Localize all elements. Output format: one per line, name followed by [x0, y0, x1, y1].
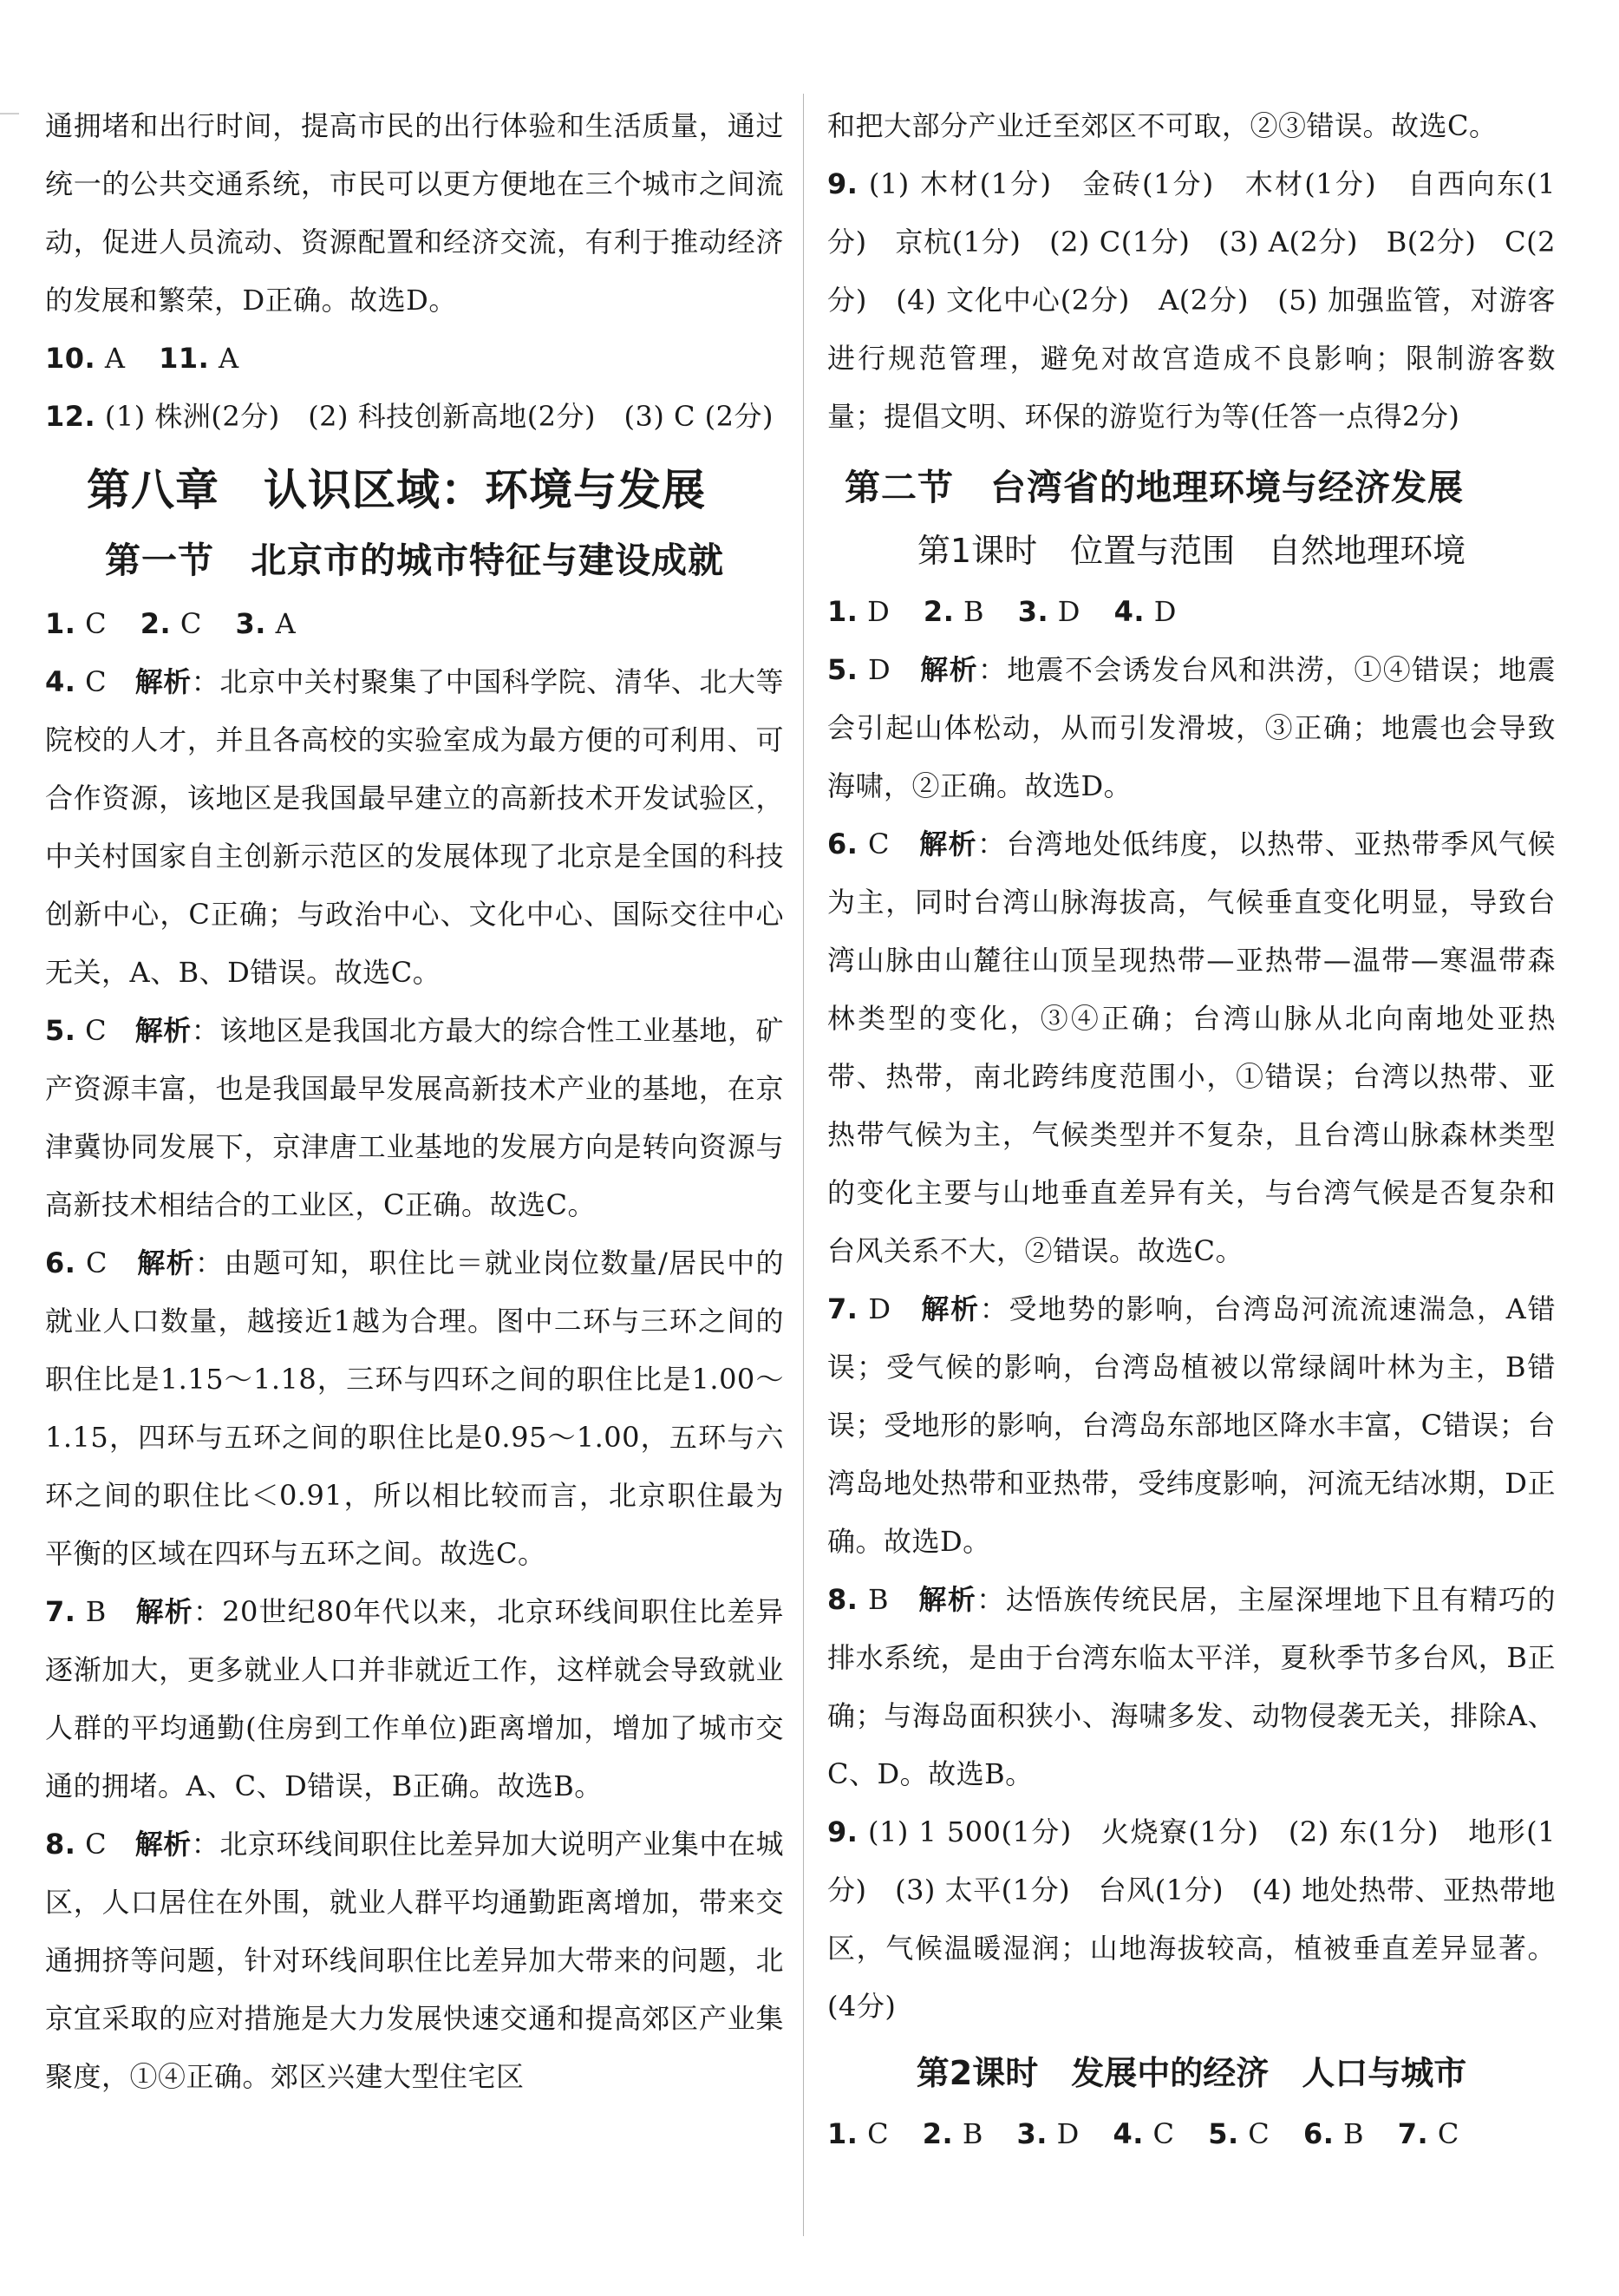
question-number: 3.	[1016, 2117, 1048, 2150]
question-number: 1.	[827, 595, 858, 628]
question-number: 6.	[45, 1246, 76, 1279]
question-number: 7.	[45, 1595, 76, 1628]
answer-5	[45, 1002, 784, 1234]
answer: C	[867, 827, 890, 860]
answer: B	[1343, 2117, 1365, 2150]
answer-12	[45, 388, 784, 446]
analysis-text: ：台湾地处低纬度，以热带、亚热带季风气候为主，同时台湾山脉海拔高，气候垂直变化明显，导致台湾山脉由山麓往山顶呈现热带—亚热带—温带—寒温带森林类型的变化，③④正确；台湾山脉从北向南地处亚热带、热带，南北跨纬度范围小，①错误；台湾以热带、亚热带气候为主，气候类型并不复杂，且台湾山脉森林类型的变化主要与山地垂直差异有关，与台湾气候是否复杂和台风关系不大，②错误。故选C。	[827, 827, 1556, 1267]
answer: A	[275, 607, 297, 640]
question-number: 2.	[140, 607, 172, 640]
answer: D	[1153, 595, 1177, 628]
analysis-text: ：北京中关村聚集了中国科学院、清华、北大等院校的人才，并且各高校的实验室成为最方便的可利用、可合作资源，该地区是我国最早建立的高新技术开发试验区，中关村国家自主创新示范区的发展体现了北京是全国的科技创新中心，C正确；与政治中心、文化中心、国际交往中心无关，A、B、D错误。故选C。	[45, 665, 784, 989]
question-number: 3.	[235, 607, 266, 640]
analysis-text: ：北京环线间职住比差异加大说明产业集中在城区，人口居住在外围，就业人群平均通勤距离增加，带来交通拥挤等问题，针对环线间职住比差异加大带来的问题，北京宜采取的应对措施是大力发展快速交通和提高郊区产业集聚度，①④正确。郊区兴建大型住宅区	[45, 1828, 784, 2093]
analysis-text: ：地震不会诱发台风和洪涝，①④错误；地震会引起山体松动，从而引发滑坡，③正确；地震也会导致海啸，②正确。故选D。	[827, 653, 1556, 802]
analysis-label: 解析	[135, 1595, 193, 1628]
question-number: 4.	[1113, 595, 1146, 628]
question-number: 9.	[827, 167, 858, 200]
answer-line-1-4	[827, 583, 1556, 641]
analysis-text: ：20世纪80年代以来，北京环线间职住比差异逐渐加大，更多就业人口并非就近工作，这样就会导致就业人群的平均通勤(住房到工作单位)距离增加，增加了城市交通的拥堵。A、C、D错误，B正确。故选B。	[45, 1595, 784, 1802]
section-title: 第一节 北京市的城市特征与建设成就	[105, 540, 724, 581]
section-title: 第二节 台湾省的地理环境与经济发展	[845, 467, 1464, 508]
answer-5	[827, 641, 1556, 815]
answer: B	[963, 595, 985, 628]
question-number: 5.	[45, 1014, 76, 1047]
right-column	[827, 97, 1556, 2163]
question-number: 7.	[827, 1292, 858, 1325]
answer: C	[867, 2117, 890, 2150]
answer: D	[868, 1292, 891, 1325]
analysis-label: 解析	[134, 665, 192, 698]
question-number: 6.	[827, 827, 858, 860]
question-number: 6.	[1302, 2117, 1335, 2150]
answer-line-1-7	[827, 2105, 1556, 2163]
analysis-label: 解析	[919, 827, 978, 860]
answer: B	[85, 1595, 107, 1628]
question-number: 9.	[827, 1815, 858, 1848]
analysis-text: ：由题可知，职住比＝就业岗位数量/居民中的就业人口数量，越接近1越为合理。图中二环与三环之间的职住比是1.15～1.18，三环与四环之间的职住比是1.00～1.15，四环与五环之间的职住比是0.95～1.00，五环与六环之间的职住比＜0.91，所以相比较而言，北京职住最为平衡的区域在四环与五环之间。故选C。	[45, 1246, 784, 1570]
answer: B	[962, 2117, 983, 2150]
question-number: 10.	[45, 342, 96, 375]
lesson-title: 第2课时 发展中的经济 人口与城市	[916, 2054, 1467, 2092]
question-number: 1.	[45, 607, 76, 640]
answer: C	[85, 607, 108, 640]
answer: C	[85, 1014, 108, 1047]
answer-8	[45, 1815, 784, 2106]
answer-9	[827, 155, 1556, 446]
answer-9b	[827, 1803, 1556, 2036]
answer: D	[1056, 2117, 1080, 2150]
question-number: 12.	[45, 400, 96, 433]
answer: D	[1057, 595, 1080, 628]
chapter-title: 第八章 认识区域：环境与发展	[87, 465, 706, 515]
answer-4	[45, 653, 784, 1002]
question-number: 8.	[827, 1583, 858, 1616]
question-number: 3.	[1017, 595, 1049, 628]
analysis-text: ：该地区是我国北方最大的综合性工业基地，矿产资源丰富，也是我国最早发展高新技术产业的基地，在京津冀协同发展下，京津唐工业基地的发展方向是转向资源与高新技术相结合的工业区，C正确。故选C。	[45, 1014, 784, 1221]
answer-7	[827, 1280, 1556, 1571]
answer-6	[45, 1234, 784, 1583]
question-number: 4.	[45, 665, 76, 698]
answer-line-1-3	[45, 595, 784, 653]
question-number: 8.	[45, 1828, 76, 1861]
question-number: 5.	[827, 653, 858, 686]
answer: D	[867, 595, 891, 628]
answer-8	[827, 1571, 1556, 1803]
analysis-label: 解析	[921, 1292, 980, 1325]
question-number: 4.	[1113, 2117, 1144, 2150]
analysis-label: 解析	[134, 1828, 192, 1861]
answer: C	[1152, 2117, 1175, 2150]
answer: C	[180, 607, 202, 640]
left-column	[45, 97, 784, 2106]
analysis-text: ：达悟族传统民居，主屋深埋地下且有精巧的排水系统，是由于台湾东临太平洋，夏秋季节多台风，B正确；与海岛面积狭小、海啸多发、动物侵袭无关，排除A、C、D。故选B。	[827, 1583, 1556, 1790]
question-number: 5.	[1208, 2117, 1239, 2150]
analysis-label: 解析	[137, 1246, 196, 1279]
answer: A	[219, 342, 239, 375]
question-number: 2.	[922, 2117, 954, 2150]
answer: C	[1437, 2117, 1459, 2150]
question-number: 2.	[923, 595, 955, 628]
analysis-text: ：受地势的影响，台湾岛河流流速湍急，A错误；受气候的影响，台湾岛植被以常绿阔叶林为主，B错误；受地形的影响，台湾岛东部地区降水丰富，C错误；台湾岛地处热带和亚热带，受纬度影响，河流无结冰期，D正确。故选D。	[827, 1292, 1556, 1558]
answer-text: (1) 木材(1分) 金砖(1分) 木材(1分) 自西向东(1分) 京杭(1分) (2) C(1分) (3) A(2分) B(2分) C(2分) (4) 文化中心(2分) A(2分) (5) 加强监管，对游客进行规范管理，避免对故宫造成不良影响；限制游客数量；提倡文明、环保的游览行为等(任答一点得2分)	[827, 167, 1556, 433]
answer: B	[868, 1583, 890, 1616]
analysis-label: 解析	[920, 653, 978, 686]
question-number: 7.	[1397, 2117, 1429, 2150]
page-edge-mark	[0, 113, 19, 114]
answer: C	[85, 665, 108, 698]
answer-text: (1) 1 500(1分) 火烧寮(1分) (2) 东(1分) 地形(1分) (3) 太平(1分) 台风(1分) (4) 地处热带、亚热带地区，气候温暖湿润；山地海拔较高，植被垂直差异显著。(4分)	[827, 1815, 1556, 2023]
answer: D	[867, 653, 891, 686]
question-number: 1.	[827, 2117, 858, 2150]
lesson-title: 第1课时 位置与范围 自然地理环境	[917, 532, 1466, 570]
paragraph-continuation: 和把大部分产业迁至郊区不可取，②③错误。故选C。	[827, 109, 1498, 142]
answer-line-10-11	[45, 330, 784, 388]
answer-6	[827, 815, 1556, 1280]
paragraph-continuation: 通拥堵和出行时间，提高市民的出行体验和生活质量，通过统一的公共交通系统，市民可以更方便地在三个城市之间流动，促进人员流动、资源配置和经济交流，有利于推动经济的发展和繁荣，D正确。故选D。	[45, 109, 784, 317]
analysis-label: 解析	[918, 1583, 977, 1616]
answer: C	[85, 1828, 108, 1861]
answer-7	[45, 1583, 784, 1815]
answer: C	[85, 1246, 108, 1279]
analysis-label: 解析	[134, 1014, 192, 1047]
question-number: 11.	[159, 342, 210, 375]
column-divider	[803, 94, 804, 2236]
answer-text: (1) 株洲(2分) (2) 科技创新高地(2分) (3) C (2分)	[104, 400, 774, 433]
answer: C	[1248, 2117, 1270, 2150]
answer: A	[104, 342, 126, 375]
